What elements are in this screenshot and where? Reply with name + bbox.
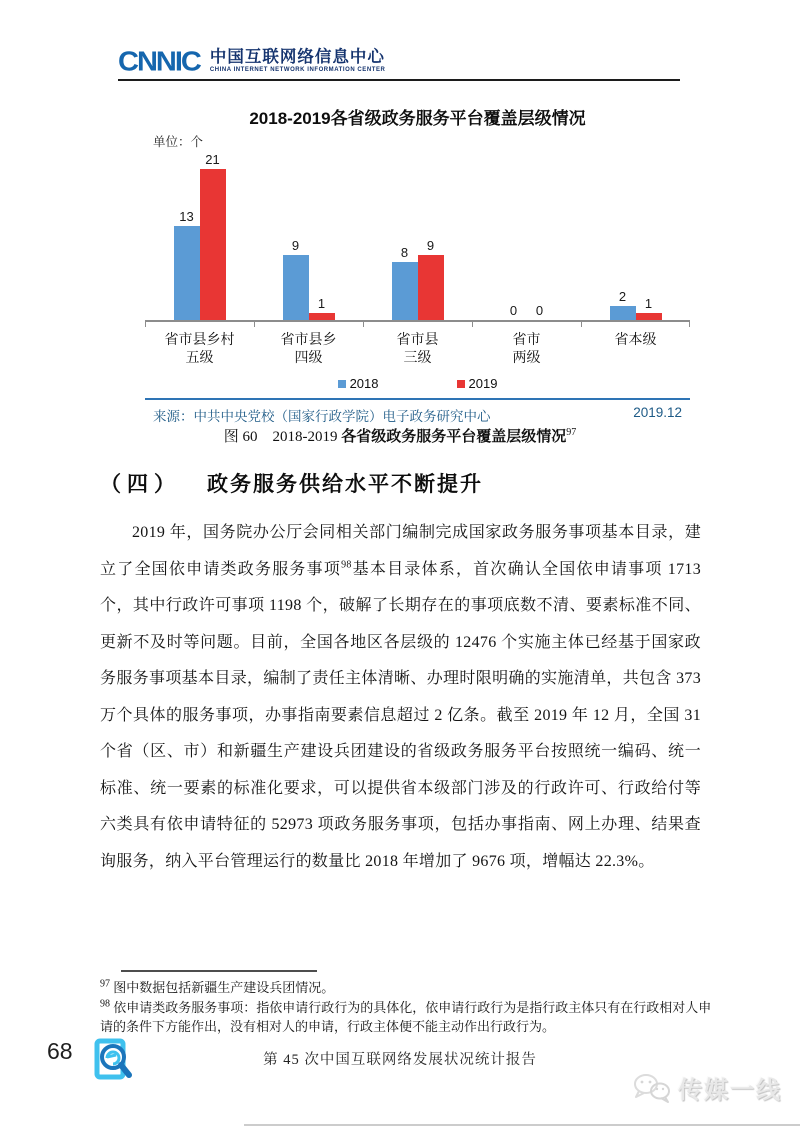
bar-2018 [392,262,418,320]
wechat-icon [632,1072,672,1104]
legend-label: 2018 [349,376,379,391]
footnote-97-ref: 97 [100,978,110,990]
bar-wrap [636,296,662,320]
bar-value-label: 0 [535,303,544,318]
chart-source-label: 来源：中共中央党校（国家行政学院）电子政务研究中心 [153,409,491,424]
axis-tick [689,322,690,327]
bar-group [363,238,472,320]
chart-category-axis [145,330,690,366]
bar-value-label: 1 [317,295,326,311]
axis-tick [363,322,364,327]
body-paragraph [100,515,701,880]
bar-wrap [610,289,636,320]
bar-value-label: 13 [179,209,194,225]
bar-2019 [418,255,444,320]
chart-source-row [145,400,690,425]
legend-item-2019 [457,376,498,391]
cnnic-logo: CNNIC [118,46,200,78]
bar-value-label: 2 [618,288,627,304]
legend-swatch [338,380,346,388]
category-label: 省市 两级 [512,331,541,365]
page-number: 68 [47,1038,73,1064]
legend-item-2018 [338,376,379,391]
section-number: （四） [100,472,181,496]
footer-report-title: 第 45 次中国互联网络发展状况统计报告 [263,1052,537,1068]
bar-wrap [527,303,553,320]
bar-2019 [200,169,226,320]
bar-group [472,303,581,320]
footnotes [100,978,712,1037]
bar-group [254,238,363,320]
bar-2018 [283,255,309,320]
bar-group [581,289,690,320]
figure-caption [0,425,800,446]
bar-value-label: 8 [400,245,409,261]
bar-value-label: 9 [426,238,435,254]
category-label: 省市县乡 四级 [280,331,337,365]
figure-caption-footnote-ref: 97 [566,427,577,438]
footnote-98-ref: 98 [100,998,110,1010]
figure-caption-title: 各省级政务服务平台覆盖层级情况 [341,429,567,445]
bar-2019 [636,313,662,320]
org-name-cn: 中国互联网络信息中心 [209,47,385,66]
bar-2019 [309,313,335,320]
figure-caption-prefix: 图 60 2018-2019 [223,429,342,445]
footnote-97 [100,978,712,998]
axis-tick [472,322,473,327]
org-name-en: CHINA INTERNET NETWORK INFORMATION CENTER [209,67,386,73]
bar-wrap [283,238,309,320]
chart-title: 2018-2019各省级政务服务平台覆盖层级情况 [249,109,586,128]
axis-tick [145,322,146,327]
legend-swatch [457,380,465,388]
bar-wrap [174,209,200,320]
footnote-separator [121,970,317,972]
chart-legend [145,376,690,391]
bar-wrap [392,245,418,320]
bar-value-label: 21 [205,151,220,167]
chart-date-label: 2019.12 [633,405,682,420]
bar-value-label: 0 [509,303,518,318]
chart-unit-label: 单位：个 [153,135,204,149]
footnote-98 [100,998,712,1037]
watermark [632,1070,782,1105]
category-label: 省本级 [614,331,657,347]
paragraph-text-1: 2019 年，国务院办公厅会同相关部门编制完成国家政务服务事项基本目录，建立了全国依申请类政务服务事项 [100,524,701,578]
section-heading [100,468,483,498]
bottom-divider [244,1124,800,1126]
bar-value-label: 1 [644,295,653,311]
bar-2018 [610,306,636,320]
bar-group [145,152,254,320]
bar-2018 [174,226,200,320]
bar-chart [145,104,690,425]
header [118,48,385,77]
legend-label: 2019 [468,376,498,391]
category-label: 省市县乡村 五级 [164,331,235,365]
chart-plot-area [145,151,690,322]
axis-tick [254,322,255,327]
bar-wrap [418,238,444,320]
axis-tick [581,322,582,327]
header-divider [118,79,680,81]
bar-wrap [200,152,226,320]
footnote-97-text: 图中数据包括新疆生产建设兵团情况。 [110,980,335,995]
org-name-block [210,48,386,74]
footnote-ref-98: 98 [341,559,352,571]
footnote-98-text: 依申请类政务服务事项：指依申请行政行为的具体化，依申请行政行为是指行政主体只有在行政相对人申请的条件下方能作出，没有相对人的申请，行政主体便不能主动作出行政行为。 [100,999,712,1034]
section-title: 政务服务供给水平不断提升 [207,472,483,496]
bar-wrap [501,303,527,320]
category-label: 省市县 三级 [396,331,439,365]
watermark-text: 传媒一线 [678,1077,782,1104]
paragraph-text-2: 基本目录体系，首次确认全国依申请事项 1713 个，其中行政许可事项 1198 个，破解了长期存在的事项底数不清、要素标准不同、更新不及时等问题。目前，全国各地区各层级的 12476 个实施主体已经基于国家政务服务事项基本目录，编制了责任主体清晰、办理时限明确的实施清单，共包含 373 万个具体的服务事项，办事指南要素信息超过 2 亿条。截至 2019 年 12 月，全国 31 个省（区、市）和新疆生产建设兵团建设的省级政务服务平台按照统一编码、统一标准、统一要素的标准化要求，可以提供省本级部门涉及的行政许可、行政给付等六类具有依申请特征的 52973 项政务服务事项，包括办事指南、网上办理、结果查询服务，纳入平台管理运行的数量比 2018 年增加了 9676 项，增幅达 22.3%。 [100,560,702,870]
bar-wrap [309,296,335,320]
bar-value-label: 9 [291,238,300,254]
